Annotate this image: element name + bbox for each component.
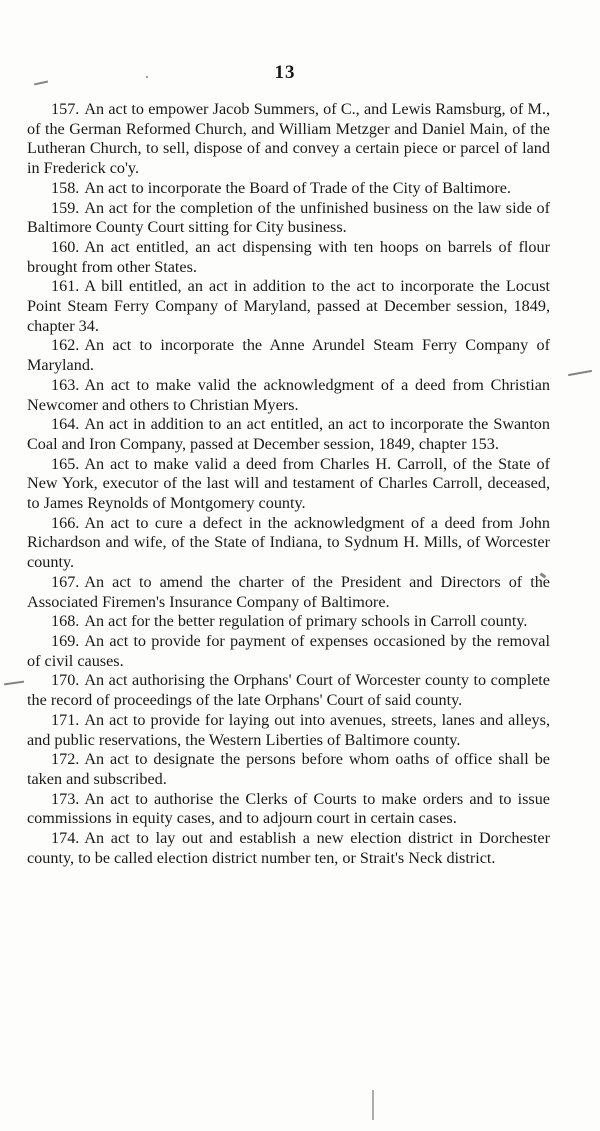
stray-mark <box>372 1090 374 1120</box>
act-text: An act for the better regulation of primary schools in Carroll county. <box>84 612 528 631</box>
act-number: 160. <box>51 237 80 256</box>
act-entry <box>27 612 550 632</box>
act-number: 172. <box>51 750 80 769</box>
act-text: An act for the completion of the unfinished business on the law side of Baltimore County Court sitting for City business. <box>27 198 550 237</box>
act-entry <box>27 179 550 199</box>
acts-list <box>27 100 550 868</box>
act-text: An act to amend the charter of the President and Directors of the Associated Firemen's Insurance Company of Baltimore. <box>27 572 550 611</box>
act-entry <box>27 376 550 415</box>
act-text: An act entitled, an act dispensing with ten hoops on barrels of flour brought from other States. <box>27 237 550 276</box>
act-text: An act to provide for payment of expenses occasioned by the removal of civil causes. <box>27 631 550 670</box>
act-text: An act authorising the Orphans' Court of Worcester county to complete the record of proceedings of the late Orphans' Court of said county. <box>27 671 550 710</box>
act-entry <box>27 199 550 238</box>
stray-mark <box>4 681 24 685</box>
act-number: 174. <box>51 829 80 848</box>
act-text: An act to incorporate the Anne Arundel Steam Ferry Company of Maryland. <box>27 336 550 375</box>
act-entry <box>27 671 550 710</box>
act-entry <box>27 455 550 514</box>
page-number: 13 <box>274 62 296 83</box>
act-entry <box>27 573 550 612</box>
act-entry <box>27 100 550 179</box>
stray-mark <box>146 76 148 78</box>
act-number: 166. <box>51 513 80 532</box>
act-entry <box>27 829 550 868</box>
act-number: 165. <box>51 454 80 473</box>
act-entry <box>27 277 550 336</box>
act-number: 164. <box>51 415 80 434</box>
act-entry <box>27 514 550 573</box>
act-text: An act to make valid a deed from Charles H. Carroll, of the State of New York, executor of the last will and testament of Charles Carroll, deceased, to James Reynolds of Montgomery county. <box>27 454 550 513</box>
act-text: An act to empower Jacob Summers, of C., and Lewis Ramsburg, of M., of the German Reformed Church, and William Metzger and Daniel Main, of the Lutheran Church, to sell, dispose of and convey a certain piece or parcel of land in Frederick co'y. <box>27 100 550 178</box>
act-entry <box>27 632 550 671</box>
act-number: 173. <box>51 789 80 808</box>
act-text: An act to incorporate the Board of Trade of the City of Baltimore. <box>84 178 511 197</box>
stray-mark <box>568 370 592 376</box>
act-number: 162. <box>51 336 80 355</box>
act-text: An act to provide for laying out into avenues, streets, lanes and alleys, and public reservations, the Western Liberties of Baltimore county. <box>27 710 550 749</box>
act-entry <box>27 750 550 789</box>
act-number: 168. <box>51 612 80 631</box>
act-number: 171. <box>51 710 80 729</box>
act-number: 167. <box>51 572 80 591</box>
act-number: 170. <box>51 671 80 690</box>
act-number: 157. <box>51 100 80 118</box>
act-number: 158. <box>51 178 80 197</box>
act-entry <box>27 238 550 277</box>
act-text: An act to cure a defect in the acknowledgment of a deed from John Richardson and wife, of the State of Indiana, to Sydnum H. Mills, of Worcester county. <box>27 513 550 572</box>
act-number: 169. <box>51 631 80 650</box>
act-number: 159. <box>51 198 80 217</box>
act-entry <box>27 415 550 454</box>
act-entry <box>27 336 550 375</box>
act-text: An act to authorise the Clerks of Courts to make orders and to issue commissions in equity cases, and to adjourn court in certain cases. <box>27 789 550 828</box>
act-text: An act to make valid the acknowledgment of a deed from Christian Newcomer and others to Christian Myers. <box>27 375 550 414</box>
act-entry <box>27 790 550 829</box>
act-number: 161. <box>51 277 80 296</box>
act-text: An act to lay out and establish a new election district in Dorchester county, to be called election district number ten, or Strait's Neck district. <box>27 829 550 867</box>
act-text: A bill entitled, an act in addition to the act to incorporate the Locust Point Steam Ferry Company of Maryland, passed at December session, 1849, chapter 34. <box>27 277 550 335</box>
act-number: 163. <box>51 375 80 394</box>
act-text: An act to designate the persons before whom oaths of office shall be taken and subscribed. <box>27 750 550 788</box>
act-text: An act in addition to an act entitled, an act to incorporate the Swanton Coal and Iron Company, passed at December session, 1849, chapter 153. <box>27 415 550 453</box>
act-entry <box>27 711 550 750</box>
